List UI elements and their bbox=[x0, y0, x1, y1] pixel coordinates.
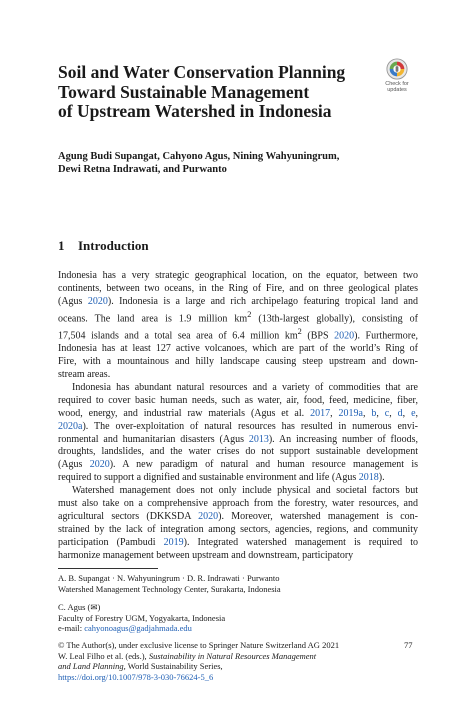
book-title: Sustainability in Natural Resources Management bbox=[148, 650, 317, 661]
text-run: (Agus bbox=[58, 459, 90, 471]
text-run: (13th-largest globally), consisting of bbox=[251, 313, 418, 325]
text-line bbox=[58, 498, 418, 511]
citation-link[interactable]: e bbox=[411, 407, 416, 419]
doi-line bbox=[58, 672, 418, 683]
text-line bbox=[58, 283, 418, 296]
citation-link[interactable]: 2017 bbox=[310, 407, 331, 419]
check-for-updates-icon bbox=[386, 58, 408, 80]
text-run: , bbox=[402, 407, 412, 419]
text-run: (BPS bbox=[301, 330, 335, 342]
citation-line: W. Leal Filho et al. (eds.), Sustainability in Natural Resources Management bbox=[58, 650, 317, 661]
text-run: , bbox=[415, 407, 419, 419]
citation-line: and Land Planning, World Sustainability Series, bbox=[58, 661, 223, 672]
citation-link[interactable]: 2020 bbox=[334, 330, 355, 342]
text-run: required to support a dignified and sustainable environment and life (Agus bbox=[58, 472, 359, 484]
text-line bbox=[58, 369, 418, 382]
citation-link[interactable]: d bbox=[397, 407, 403, 419]
section-title: Introduction bbox=[78, 238, 149, 253]
text-run: must also take on a comprehensive approach from the forestry, water resources, and bbox=[58, 498, 418, 510]
text-run: , bbox=[362, 407, 372, 419]
text-line bbox=[58, 446, 418, 459]
citation-link[interactable]: c bbox=[384, 407, 390, 419]
text-run: (Agus bbox=[58, 295, 88, 307]
footnote-divider bbox=[58, 568, 158, 569]
citation-link[interactable]: 2020 bbox=[87, 295, 108, 307]
author-list bbox=[58, 150, 418, 176]
text-line bbox=[58, 459, 418, 472]
email-line bbox=[58, 623, 418, 634]
text-line bbox=[58, 309, 418, 326]
affiliations bbox=[58, 573, 418, 634]
text-line bbox=[58, 511, 418, 524]
text-line bbox=[58, 537, 418, 550]
text-run: Indonesia has a very strategic geographical location, on the equator, between two bbox=[58, 270, 418, 281]
text-run: ). Moreover, watershed management is con- bbox=[218, 510, 418, 522]
text-run: strained by the lack of integration among sectors, agencies, regions, and community bbox=[58, 523, 418, 535]
text-line bbox=[58, 382, 418, 395]
text-run: continents, between two oceans, in the Ring of Fire, and on three geological plates bbox=[58, 282, 418, 294]
text-run: harmonize management between upstream and downstream, participatory bbox=[58, 549, 354, 561]
text-line bbox=[58, 270, 418, 283]
text-line bbox=[58, 356, 418, 369]
envelope-icon: (✉) bbox=[87, 602, 101, 613]
chapter-title bbox=[58, 63, 378, 122]
citation-link[interactable]: 2019a bbox=[338, 407, 363, 419]
text-run: Watershed management does not only include physical and societal factors but bbox=[72, 485, 418, 497]
text-line bbox=[58, 550, 418, 563]
affiliation-institution: Watershed Management Technology Center, Surakarta, Indonesia bbox=[58, 583, 281, 594]
check-for-updates-label: Check for updates bbox=[385, 81, 409, 93]
text-run: , bbox=[330, 407, 339, 419]
text-run: oceans. The land area is 1.9 million km bbox=[58, 313, 248, 325]
text-run: wood, energy, and industrial raw materials (Agus et al. bbox=[58, 407, 311, 419]
text-run: ). Indonesia is a large and rich archipelago featuring tropical land and bbox=[107, 295, 418, 307]
text-run: ). Integrated watershed management is required to bbox=[183, 536, 418, 548]
body-text bbox=[58, 270, 418, 563]
paragraph bbox=[58, 270, 418, 382]
copyright-line: © The Author(s), under exclusive license to Springer Nature Switzerland AG 2021 bbox=[58, 640, 340, 650]
affiliation-authors: A. B. Supangat · N. Wahyuningrum · D. R. Indrawati · Purwanto bbox=[58, 573, 280, 583]
email-label: e-mail: bbox=[58, 623, 85, 634]
text-line bbox=[58, 421, 418, 434]
section-number: 1 bbox=[58, 238, 65, 253]
paragraph bbox=[58, 382, 418, 485]
text-line bbox=[58, 343, 418, 356]
text-run: agricultural sectors (DKKSDA bbox=[58, 510, 199, 522]
superscript: 2 bbox=[297, 326, 302, 336]
text-run: ronmental and humanitarian disasters (Agus bbox=[58, 433, 249, 445]
text-run: , bbox=[389, 407, 398, 419]
text-line bbox=[58, 434, 418, 447]
text-run: , bbox=[376, 407, 385, 419]
text-line bbox=[58, 408, 418, 421]
text-run: required to cover basic human needs, such as water, air, food, feed, medicine, fiber, bbox=[58, 394, 418, 406]
author-line: Agung Budi Supangat, Cahyono Agus, Nining Wahyuningrum, bbox=[58, 151, 340, 162]
copyright-footer bbox=[58, 640, 418, 682]
check-for-updates-badge[interactable] bbox=[377, 58, 417, 98]
citation-link[interactable]: 2018 bbox=[358, 472, 379, 484]
citation-link[interactable]: 2019 bbox=[163, 536, 184, 548]
chapter-title-line: Toward Sustainable Management bbox=[58, 81, 310, 102]
corresponding-author-name: C. Agus bbox=[58, 602, 86, 613]
text-run: ). An increasing number of floods, bbox=[268, 433, 418, 445]
text-run: ). bbox=[378, 472, 385, 484]
corresponding-affiliation: Faculty of Forestry UGM, Yogyakarta, Indonesia bbox=[58, 612, 226, 623]
text-run: Indonesia has at least 127 active volcanoes, which are part of the world’s Ring of bbox=[58, 343, 418, 355]
text-line bbox=[58, 296, 418, 309]
citation-link[interactable]: 2020a bbox=[58, 420, 83, 432]
text-line bbox=[58, 524, 418, 537]
paragraph bbox=[58, 485, 418, 562]
section-heading bbox=[58, 238, 149, 254]
text-run: 17,504 islands and a total sea area of 6.4 million km bbox=[58, 330, 298, 342]
corresponding-author bbox=[58, 602, 418, 613]
superscript: 2 bbox=[247, 309, 252, 319]
chapter-title-line: Soil and Water Conservation Planning bbox=[58, 62, 346, 82]
text-run: ). The over-exploitation of natural resources has resulted in numerous envi- bbox=[82, 420, 418, 432]
citation-link[interactable]: 2020 bbox=[198, 510, 219, 522]
author-line: Dewi Retna Indrawati, and Purwanto bbox=[58, 164, 227, 175]
email-link[interactable]: cahyonoagus@gadjahmada.edu bbox=[84, 623, 192, 634]
citation-link[interactable]: 2013 bbox=[248, 433, 269, 445]
text-run: Fire, with a mountainous and hilly landscape causing steep upstream and down- bbox=[58, 356, 418, 368]
text-run: ). Furthermore, bbox=[354, 330, 419, 342]
citation-link[interactable]: 2020 bbox=[89, 459, 110, 471]
text-run: participation (Pambudi bbox=[58, 536, 164, 548]
text-line bbox=[58, 326, 418, 343]
chapter-title-line: of Upstream Watershed in Indonesia bbox=[58, 101, 332, 121]
text-line bbox=[58, 395, 418, 408]
text-run: droughts, landslides, and the water crises do not support sustainable development bbox=[58, 446, 418, 458]
citation-link[interactable]: b bbox=[371, 407, 377, 419]
doi-link[interactable]: https://doi.org/10.1007/978-3-030-76624-5_6 bbox=[58, 671, 214, 682]
text-line bbox=[58, 485, 418, 498]
text-run: Indonesia has abundant natural resources and a variety of commodities that are bbox=[72, 381, 418, 393]
text-line bbox=[58, 472, 418, 485]
page-number: 77 bbox=[404, 640, 413, 650]
text-run: stream areas. bbox=[58, 369, 111, 380]
book-title: and Land Planning bbox=[58, 661, 124, 672]
text-run: ). A new paradigm of natural and human resource management is bbox=[109, 459, 418, 471]
